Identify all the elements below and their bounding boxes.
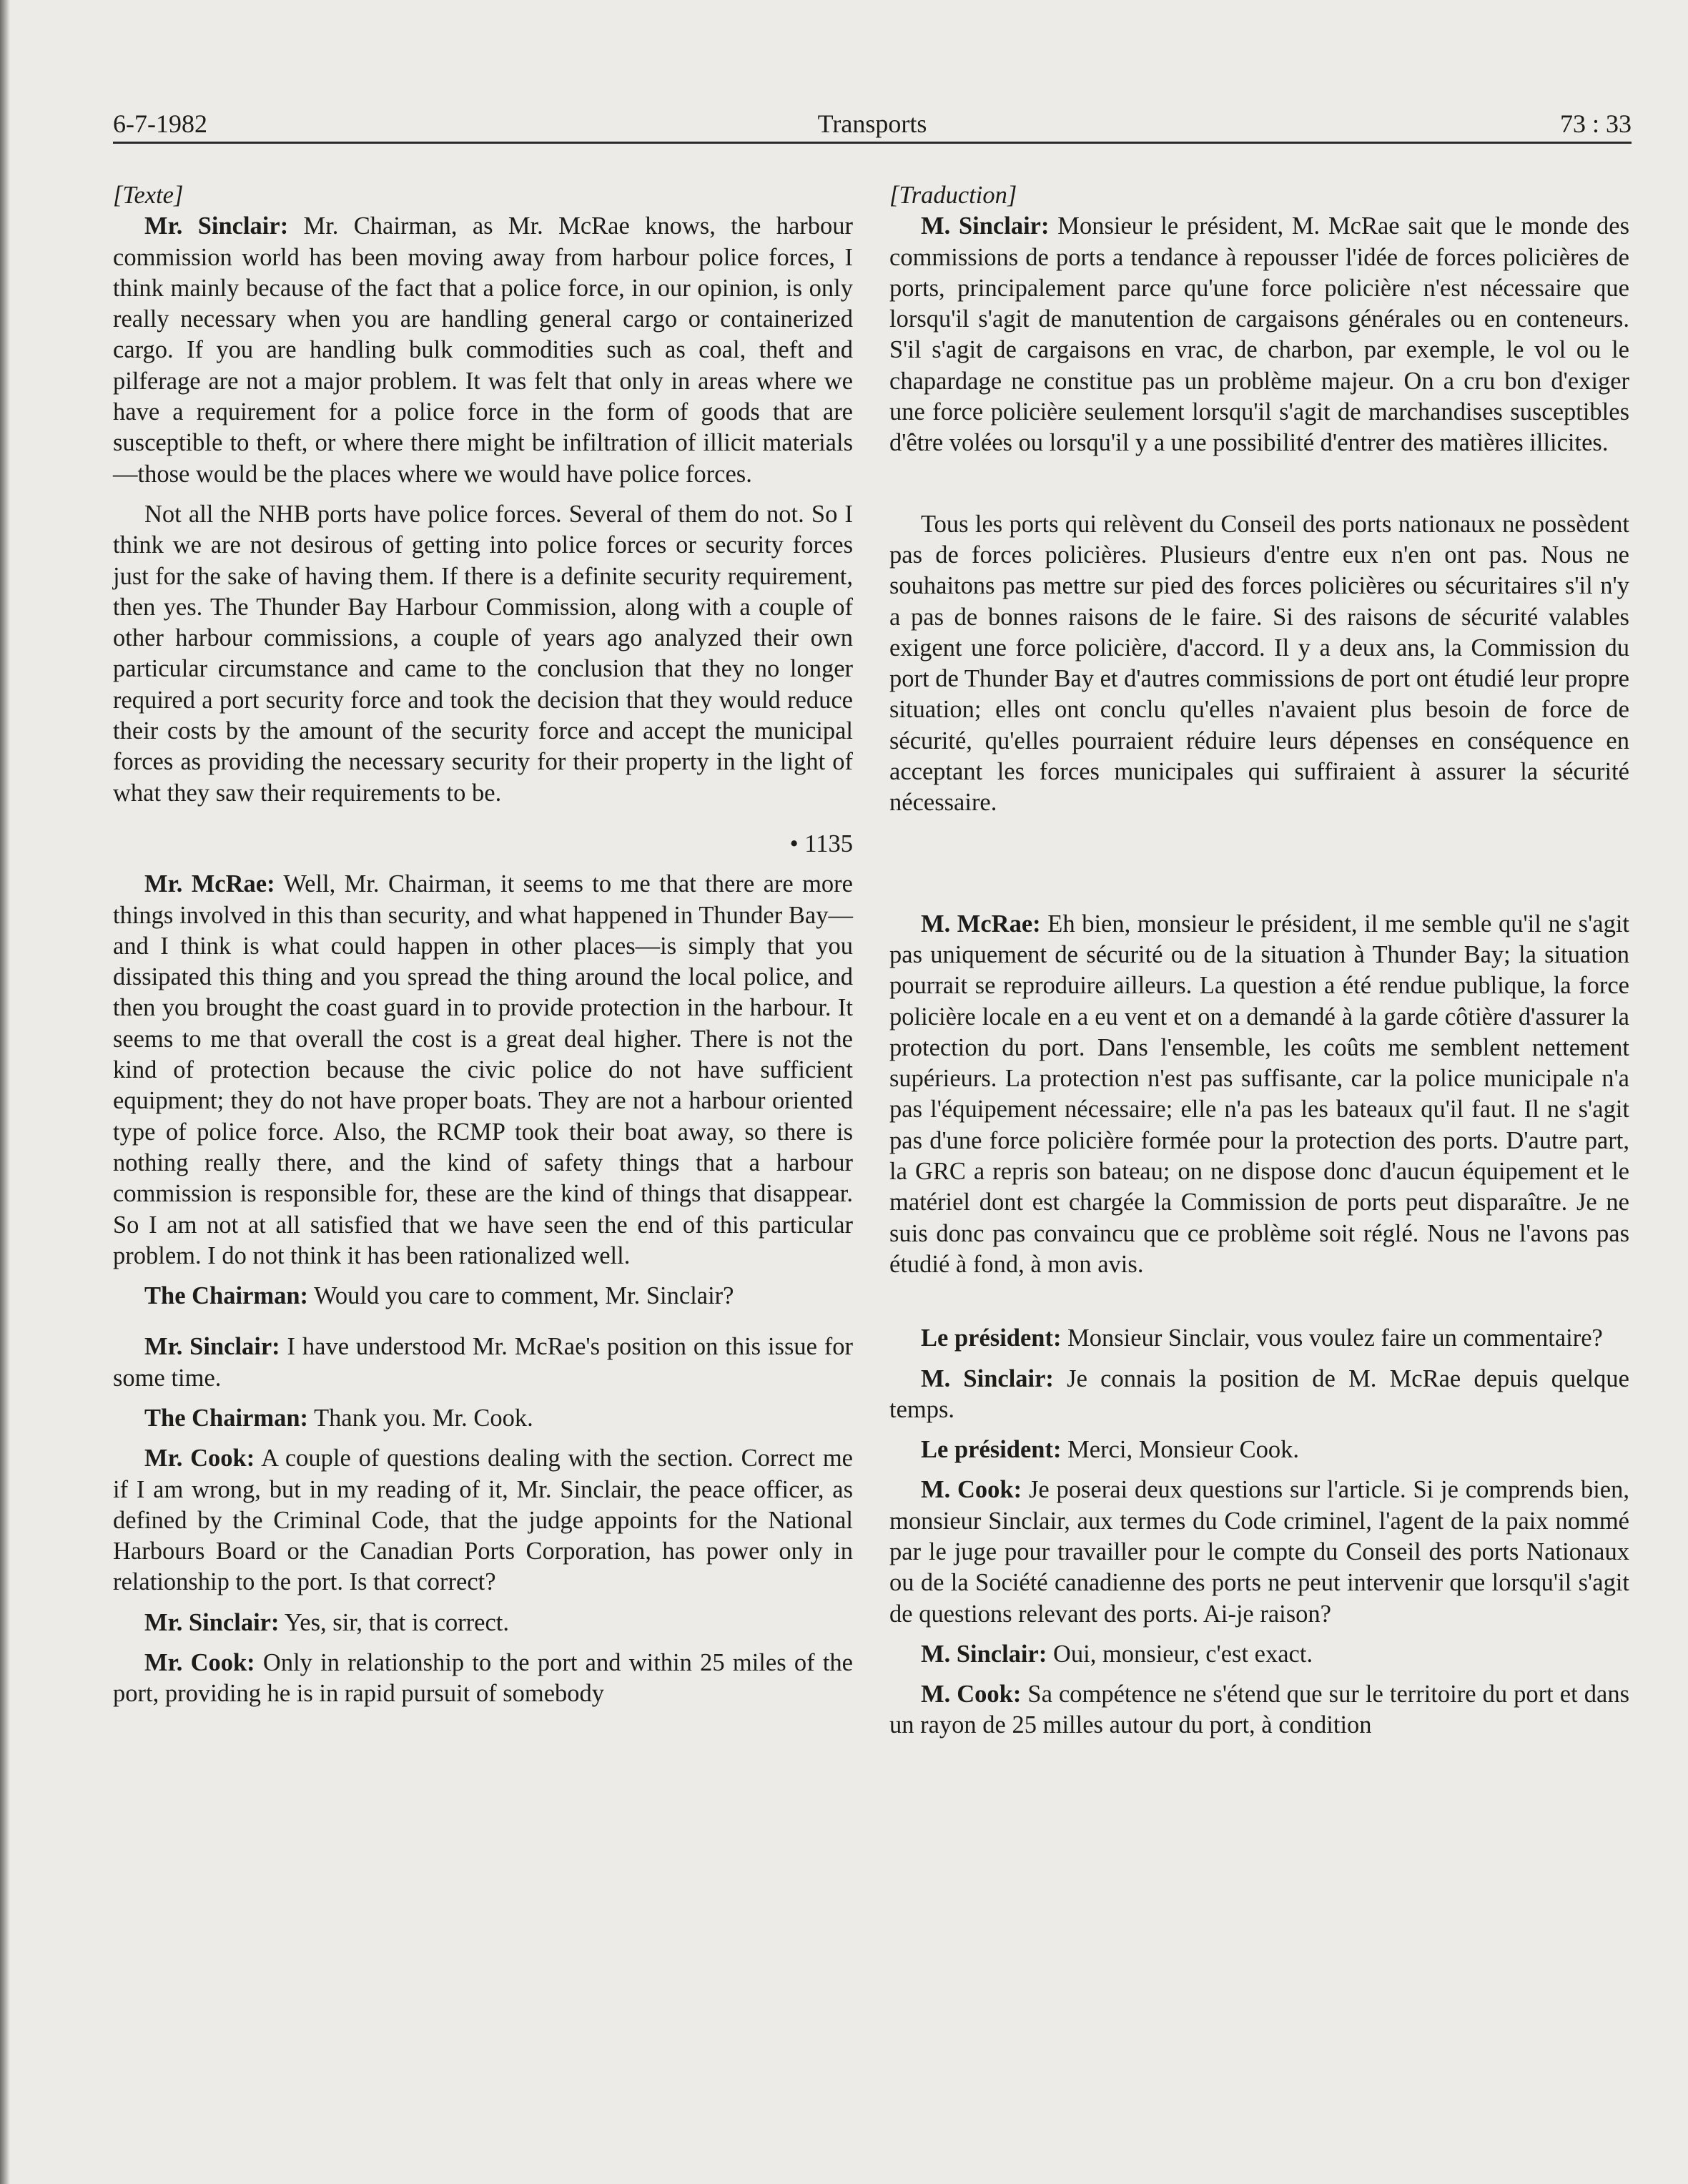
paragraph-text: Merci, Monsieur Cook. <box>1067 1436 1299 1464</box>
paragraph <box>113 1332 853 1394</box>
speaker-name: Mr. Cook: <box>144 1649 255 1677</box>
column-label: [Texte] <box>113 182 184 209</box>
speaker-name: Mr. Sinclair: <box>144 1608 280 1636</box>
paragraph-text: Monsieur Sinclair, vous voulez faire un commentaire? <box>1067 1324 1603 1352</box>
speaker-name: M. Sinclair: <box>921 212 1050 240</box>
paragraph <box>889 1475 1629 1629</box>
paragraph <box>113 499 853 809</box>
header-rule <box>113 142 1632 144</box>
time-marker: • 1135 <box>789 830 853 857</box>
paragraph-text: Tous les ports qui relèvent du Conseil des ports nationaux ne possèdent pas de forces policières. Plusieurs d'entre eux n'en ont pas. Nous ne souhaitons pas mettre sur pied des forces policières ou sécuritaires s'il n'y a pas de bonnes raisons de le faire. Si des raisons de sécurité valables exigent une force policière, d'accord. Il y a deux ans, la Commission du port de Thunder Bay et d'autres commissions de port ont étudié leur propre situation; elles ont conclu qu'elles n'avaient plus besoin de force de sécurité, qu'elles pourraient réduire leurs dépenses en conséquence en acceptant les forces municipales qui suffiraient à assurer la sécurité nécessaire. <box>889 510 1629 817</box>
paragraph <box>889 1639 1629 1670</box>
paragraph <box>889 909 1629 1281</box>
header-page-number: 73 : 33 <box>1559 109 1632 138</box>
paragraph-text: Well, Mr. Chairman, it seems to me that there are more things involved in this than security, and what happened in Thunder Bay—and I think is what could happen in other places—is simply that you dissipated this thing and you spread the thing around the local police, and then you brought the coast guard in to provide protection in the harbour. It seems to me that overall the cost is a great deal higher. There is not the kind of protection because the civic police do not have sufficient equipment; they do not have proper boats. They are not a harbour oriented type of police force. Also, the RCMP took their boat away, so there is nothing really there, and the kind of safety things that a harbour commission is responsible for, these are the kind of things that disappear. So I am not at all satisfied that we have seen the end of this particular problem. I do not think it has been rationalized well. <box>113 870 853 1269</box>
speaker-name: Le président: <box>921 1436 1062 1464</box>
paragraph-text: Monsieur le président, M. McRae sait que le monde des commissions de ports a tendance à repousser l'idée de forces policières de ports, principalement parce qu'une force policière n'est nécessaire que lorsqu'il s'agit de manutention de cargaisons générales ou en conteneurs. S'il s'agit de cargaisons en vrac, de charbon, par exemple, le vol ou le chapardage ne constitue pas un problème majeur. On a cru bon d'exiger une force policière seulement lorsqu'il s'agit de marchandises susceptibles d'être volées ou lorsqu'il y a une possibilité d'entrer des matières illicites. <box>889 212 1630 457</box>
paragraph <box>889 211 1629 458</box>
paragraph-text: Je connais la position de M. McRae depuis quelque temps. <box>889 1364 1629 1423</box>
speaker-name: Mr. Cook: <box>144 1445 255 1472</box>
paragraph-text: Sa compétence ne s'étend que sur le territoire du port et dans un rayon de 25 milles autour du port, à condition <box>889 1681 1629 1739</box>
speaker-name: Mr. McRae: <box>144 870 275 898</box>
paragraph <box>113 211 853 490</box>
page-header <box>113 106 1632 142</box>
paragraph-text: I have understood Mr. McRae's position on this issue for some time. <box>113 1333 854 1392</box>
speaker-name: M. Sinclair: <box>921 1364 1054 1392</box>
speaker-name: Mr. Sinclair: <box>144 1333 280 1361</box>
paragraph-text: A couple of questions dealing with the section. Correct me if I am wrong, but in my reading of it, Mr. Sinclair, the peace officer, as defined by the Criminal Code, that the judge appoints for the National Harbours Board or the Canadian Ports Corporation, has power only in relationship to the port. Is that correct? <box>113 1445 853 1596</box>
paragraph-text: Thank you. Mr. Cook. <box>314 1404 533 1432</box>
paragraph <box>113 1608 853 1638</box>
paragraph-text: Yes, sir, that is correct. <box>284 1608 510 1636</box>
paragraph <box>113 1443 853 1598</box>
speaker-name: M. Cook: <box>921 1476 1022 1504</box>
paragraph <box>113 869 853 1271</box>
header-date: 6-7-1982 <box>113 109 207 138</box>
speaker-name: The Chairman: <box>144 1282 309 1310</box>
speaker-name: M. Sinclair: <box>921 1640 1047 1668</box>
paragraph <box>113 1403 853 1434</box>
paragraph-text: Not all the NHB ports have police forces. Several of them do not. So I think we are not desirous of getting into police forces or security forces just for the sake of having them. If there is a definite security requirement, then yes. The Thunder Bay Harbour Commission, along with a couple of other harbour commissions, a couple of years ago analyzed their own particular circumstance and came to the conclusion that they no longer required a port security force and took the decision that they would reduce their costs by the amount of the security force and accept the municipal forces as providing the necessary security for their property in the light of what they saw their requirements to be. <box>113 500 853 807</box>
paragraph <box>889 1364 1629 1426</box>
paragraph-text: Mr. Chairman, as Mr. McRae knows, the harbour commission world has been moving away from harbour police forces, I think mainly because of the fact that a police force, in our opinion, is only really necessary when you are handling general cargo or containerized cargo. If you are handling bulk commodities such as coal, theft and pilferage are not a major problem. It was felt that only in areas where we have a requirement for a police force in the form of goods that are susceptible to theft, or where there might be infiltration of illicit materials—those would be the places where we would have police forces. <box>113 212 853 488</box>
column-label: [Traduction] <box>889 182 1017 209</box>
french-column <box>889 180 1629 1741</box>
page-binding-edge <box>0 0 10 2184</box>
speaker-name: The Chairman: <box>144 1404 309 1432</box>
paragraph <box>889 1323 1629 1354</box>
english-column <box>113 180 853 1710</box>
paragraph <box>113 1648 853 1710</box>
header-title: Transports <box>817 109 927 138</box>
speaker-name: Mr. Sinclair: <box>144 212 289 240</box>
paragraph-text: Oui, monsieur, c'est exact. <box>1052 1640 1313 1668</box>
paragraph <box>113 1281 853 1312</box>
paragraph <box>889 509 1629 819</box>
paragraph-text: Would you care to comment, Mr. Sinclair? <box>314 1282 734 1310</box>
paragraph-text: Je poserai deux questions sur l'article. Si je comprends bien, monsieur Sinclair, aux termes du Code criminel, l'agent de la paix nommé par le juge pour travailler pour le compte du Conseil des ports Nationaux ou de la Société canadienne des ports ne peut intervenir que lorsqu'il s'agit de questions relevant des ports. Ai-je raison? <box>889 1476 1629 1628</box>
paragraph-text: Eh bien, monsieur le président, il me semble qu'il ne s'agit pas uniquement de sécurité ou de la situation à Thunder Bay; la situation pourrait se reproduire ailleurs. La question a été rendue publique, la force policière locale en a eu vent et on a demandé à la garde côtière d'assurer la protection du port. Dans l'ensemble, les coûts me semblent nettement supérieurs. La protection n'est pas suffisante, car la police municipale n'a pas l'équipement nécessaire; elle n'a pas les bateaux qu'il faut. Il ne s'agit pas d'une force policière formée pour la protection des ports. D'autre part, la GRC a repris son bateau; on ne dispose donc d'aucun équipement et le matériel dont est chargée la Commission de ports peut disparaître. Je ne suis donc pas convaincu que ce problème soit réglé. Nous ne l'avons pas étudié à fond, à mon avis. <box>889 910 1630 1278</box>
paragraph <box>889 1679 1629 1741</box>
speaker-name: Le président: <box>921 1324 1062 1352</box>
paragraph <box>889 1435 1629 1465</box>
speaker-name: M. Cook: <box>921 1681 1022 1708</box>
paragraph-text: Only in relationship to the port and within 25 miles of the port, providing he is in rapid pursuit of somebody <box>113 1649 853 1708</box>
speaker-name: M. McRae: <box>921 910 1041 938</box>
